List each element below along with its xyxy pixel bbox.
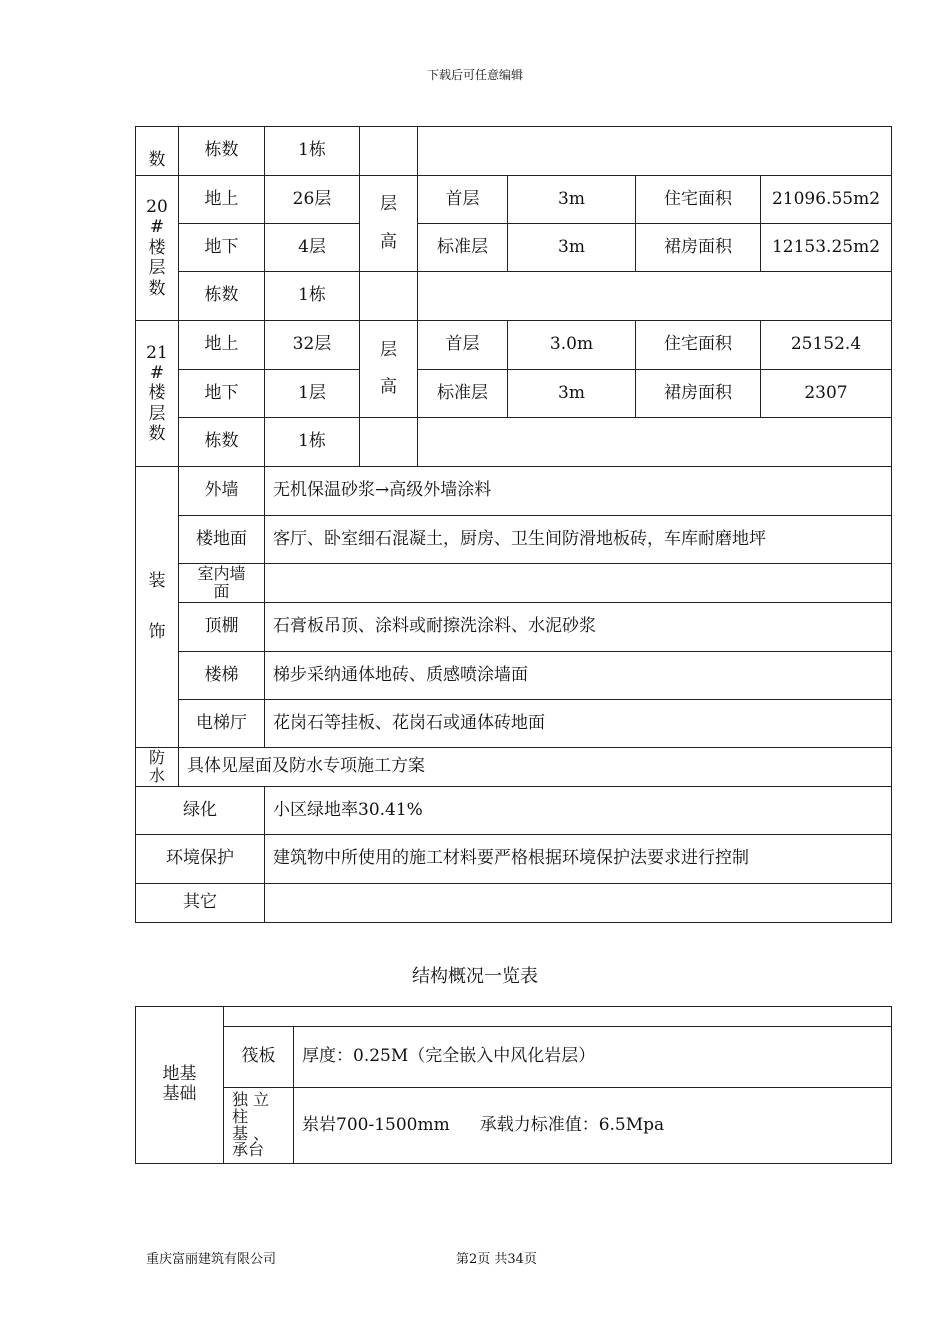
row-value: 花岗石等挂板、花岗石或通体砖地面 (265, 700, 892, 748)
other-label: 其它 (136, 884, 265, 923)
table-row (136, 176, 892, 224)
table-row (136, 652, 892, 700)
row-label: 地上 (179, 176, 265, 224)
row-label: 栋数 (179, 272, 265, 321)
row-label: 室内墙 面 (179, 564, 265, 603)
structure-table-title: 结构概况一览表 (412, 966, 538, 987)
table-row (136, 418, 892, 467)
row-label: 楼地面 (179, 516, 265, 564)
table-row (136, 564, 892, 603)
area-label: 住宅面积 (636, 176, 761, 224)
area-value: 25152.4 (761, 321, 892, 370)
area-value: 12153.25m2 (761, 224, 892, 272)
table-row (136, 224, 892, 272)
table-row (136, 467, 892, 516)
row-label: 地下 (179, 224, 265, 272)
row-label: 地上 (179, 321, 265, 370)
floor-name: 首层 (418, 176, 508, 224)
rock-range: 岽岩700-1500mm (302, 1114, 450, 1135)
row-label: 外墙 (179, 467, 265, 516)
row-value: 1栋 (265, 272, 360, 321)
table-row (136, 1027, 892, 1088)
row-label: 筏板 (224, 1027, 294, 1088)
table-row (136, 516, 892, 564)
greening-value: 小区绿地率30.41% (265, 787, 892, 835)
row-label: 栋数 (179, 418, 265, 467)
greening-label: 绿化 (136, 787, 265, 835)
row-label: 电梯厅 (179, 700, 265, 748)
table-row (136, 748, 892, 787)
decoration-label: 装 饰 (136, 467, 179, 748)
row-label: 地下 (179, 370, 265, 418)
table-row (136, 787, 892, 835)
footer-company: 重庆富丽建筑有限公司 (146, 1252, 277, 1267)
row-value (294, 1088, 892, 1164)
floor-height: 3m (508, 224, 636, 272)
floor-name: 标准层 (418, 224, 508, 272)
area-value: 21096.55m2 (761, 176, 892, 224)
row-value: 石膏板吊顶、涂料或耐擦洗涂料、水泥砂浆 (265, 603, 892, 652)
table-row (136, 884, 892, 923)
building-21-label: 21 # 楼 层 数 (136, 321, 179, 467)
foundation-label: 地基 基础 (136, 1007, 224, 1164)
area-label: 裙房面积 (636, 224, 761, 272)
floor-name: 首层 (418, 321, 508, 370)
floor-name: 标准层 (418, 370, 508, 418)
row-value: 1层 (265, 370, 360, 418)
footer-page-number: 第2页 共34页 (456, 1252, 537, 1267)
environment-value: 建筑物中所使用的施工材料要严格根据环境保护法要求进行控制 (265, 835, 892, 884)
building-overview-table (135, 126, 892, 923)
count-label-tail: 数 (136, 127, 179, 176)
row-value: 客厅、卧室细石混凝土，厨房、卫生间防滑地板砖，车库耐磨地坪 (265, 516, 892, 564)
row-value: 4层 (265, 224, 360, 272)
table-row (136, 700, 892, 748)
building-20-label: 20 # 楼 层 数 (136, 176, 179, 321)
page-header: 下载后可任意编辑 (426, 68, 523, 82)
structure-overview-table (135, 1006, 892, 1164)
row-label: 楼梯 (179, 652, 265, 700)
floor-height: 3m (508, 176, 636, 224)
table-row (136, 321, 892, 370)
area-value: 2307 (761, 370, 892, 418)
table-row (136, 370, 892, 418)
table-row (136, 1007, 892, 1027)
floor-height-label: 层 高 (360, 321, 418, 418)
floor-height: 3m (508, 370, 636, 418)
floor-height: 3.0m (508, 321, 636, 370)
table-row (136, 1088, 892, 1164)
row-label: 栋数 (179, 127, 265, 176)
table-row (136, 835, 892, 884)
row-value: 1栋 (265, 127, 360, 176)
row-value: 26层 (265, 176, 360, 224)
area-label: 裙房面积 (636, 370, 761, 418)
row-label: 独 立 柱 基 、 承台 (224, 1088, 294, 1164)
table-row (136, 272, 892, 321)
row-value: 无机保温砂浆→高级外墙涂料 (265, 467, 892, 516)
other-value (265, 884, 892, 923)
row-label: 顶棚 (179, 603, 265, 652)
row-value: 32层 (265, 321, 360, 370)
waterproof-label: 防 水 (136, 748, 179, 787)
table-row (136, 127, 892, 176)
row-value: 厚度：0.25M（完全嵌入中风化岩层） (294, 1027, 892, 1088)
floor-height-label: 层 高 (360, 176, 418, 272)
environment-label: 环境保护 (136, 835, 265, 884)
table-row (136, 603, 892, 652)
row-value: 梯步采纳通体地砖、质感喷涂墙面 (265, 652, 892, 700)
row-value: 1栋 (265, 418, 360, 467)
bearing-capacity: 承载力标准值：6.5Mpa (479, 1114, 665, 1135)
area-label: 住宅面积 (636, 321, 761, 370)
waterproof-value: 具体见屋面及防水专项施工方案 (179, 748, 892, 787)
row-value (265, 564, 892, 603)
